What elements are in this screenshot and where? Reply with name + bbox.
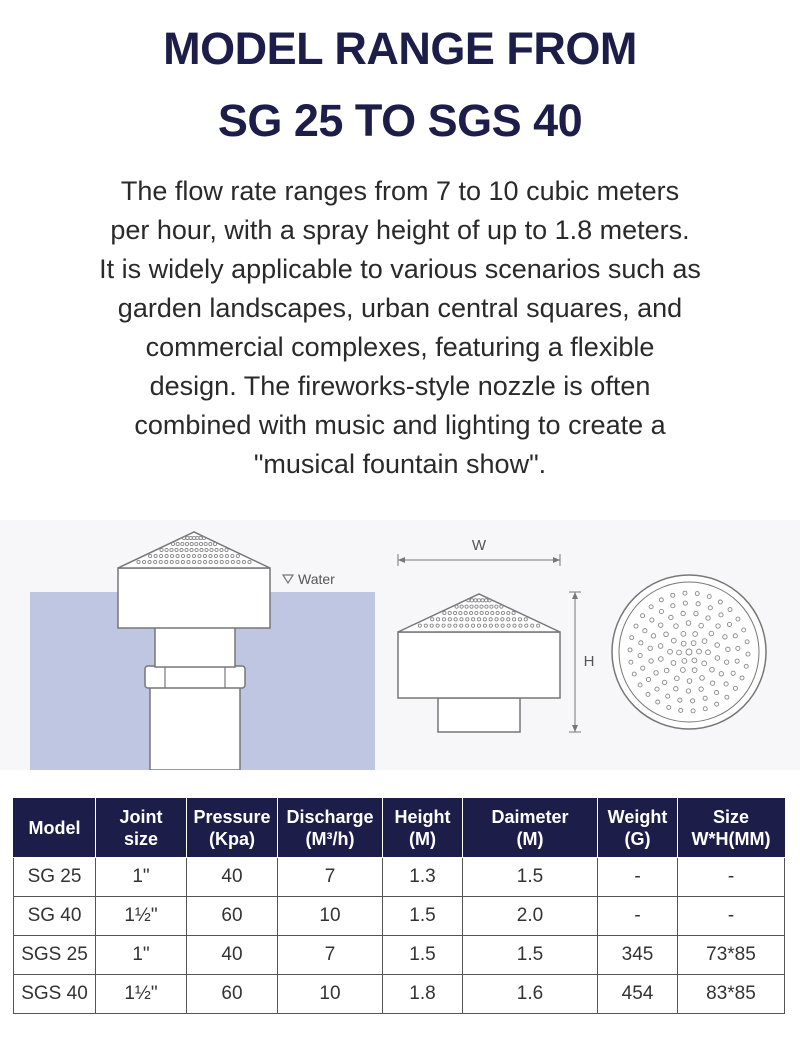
cell-model: SGS 40 <box>14 975 96 1014</box>
cell-size: - <box>678 897 785 936</box>
table-row <box>14 858 785 897</box>
page-title-line-2: SG 25 TO SGS 40 <box>217 95 583 146</box>
cell-diameter: 2.0 <box>463 897 598 936</box>
cell-pressure: 60 <box>187 975 278 1014</box>
header-diameter: Daimeter (M) <box>463 799 598 858</box>
cell-joint-size: 1" <box>96 936 187 975</box>
cell-height: 1.3 <box>383 858 463 897</box>
cell-model: SG 40 <box>14 897 96 936</box>
cell-discharge: 10 <box>278 975 383 1014</box>
description-line: commercial complexes, featuring a flexible <box>145 332 655 362</box>
cell-diameter: 1.5 <box>463 858 598 897</box>
nozzle-body <box>118 568 270 628</box>
description-line: "musical fountain show". <box>253 449 547 479</box>
top-view <box>612 575 766 729</box>
specification-table <box>13 798 785 1014</box>
cell-weight: - <box>598 858 678 897</box>
cell-discharge: 7 <box>278 936 383 975</box>
cell-diameter: 1.6 <box>463 975 598 1014</box>
header-pressure: Pressure (Kpa) <box>187 799 278 858</box>
cell-height: 1.8 <box>383 975 463 1014</box>
cell-pressure: 40 <box>187 858 278 897</box>
cell-height: 1.5 <box>383 897 463 936</box>
cell-weight: 345 <box>598 936 678 975</box>
cell-discharge: 7 <box>278 858 383 897</box>
header-height: Height (M) <box>383 799 463 858</box>
cell-model: SG 25 <box>14 858 96 897</box>
nozzle-neck <box>155 625 235 667</box>
cell-joint-size: 1½" <box>96 975 187 1014</box>
cell-pressure: 40 <box>187 936 278 975</box>
table-header-row <box>14 799 785 858</box>
cell-model: SGS 25 <box>14 936 96 975</box>
table-row <box>14 975 785 1014</box>
description-line: It is widely applicable to various scenarios such as <box>99 254 701 284</box>
product-description <box>30 172 770 484</box>
description-line: per hour, with a spray height of up to 1.8 meters. <box>110 215 690 245</box>
cell-size: 83*85 <box>678 975 785 1014</box>
hex-nut <box>145 666 245 688</box>
header-discharge: Discharge (M³/h) <box>278 799 383 858</box>
description-line: The flow rate ranges from 7 to 10 cubic meters <box>120 176 680 206</box>
cell-joint-size: 1" <box>96 858 187 897</box>
cell-joint-size: 1½" <box>96 897 187 936</box>
pipe-lower <box>150 678 240 770</box>
cell-pressure: 60 <box>187 897 278 936</box>
description-line: design. The fireworks-style nozzle is often <box>149 371 651 401</box>
cell-size: 73*85 <box>678 936 785 975</box>
cell-weight: 454 <box>598 975 678 1014</box>
width-label: W <box>471 537 487 554</box>
header-weight: Weight (G) <box>598 799 678 858</box>
side-body <box>398 632 560 698</box>
header-model: Model <box>14 799 96 858</box>
header-joint-size: Joint size <box>96 799 187 858</box>
table-row <box>14 897 785 936</box>
description-line: garden landscapes, urban central squares, and <box>117 293 683 323</box>
table-row <box>14 936 785 975</box>
height-label: H <box>583 653 595 670</box>
cell-height: 1.5 <box>383 936 463 975</box>
page-title-line-1: MODEL RANGE FROM <box>163 23 637 74</box>
nozzle-diagram <box>0 520 800 770</box>
cell-diameter: 1.5 <box>463 936 598 975</box>
top-outer-ring <box>612 575 766 729</box>
cell-weight: - <box>598 897 678 936</box>
side-neck <box>438 698 520 732</box>
water-label: Water <box>298 571 335 587</box>
cell-discharge: 10 <box>278 897 383 936</box>
cell-size: - <box>678 858 785 897</box>
header-size: Size W*H(MM) <box>678 799 785 858</box>
description-line: combined with music and lighting to create a <box>134 410 666 440</box>
